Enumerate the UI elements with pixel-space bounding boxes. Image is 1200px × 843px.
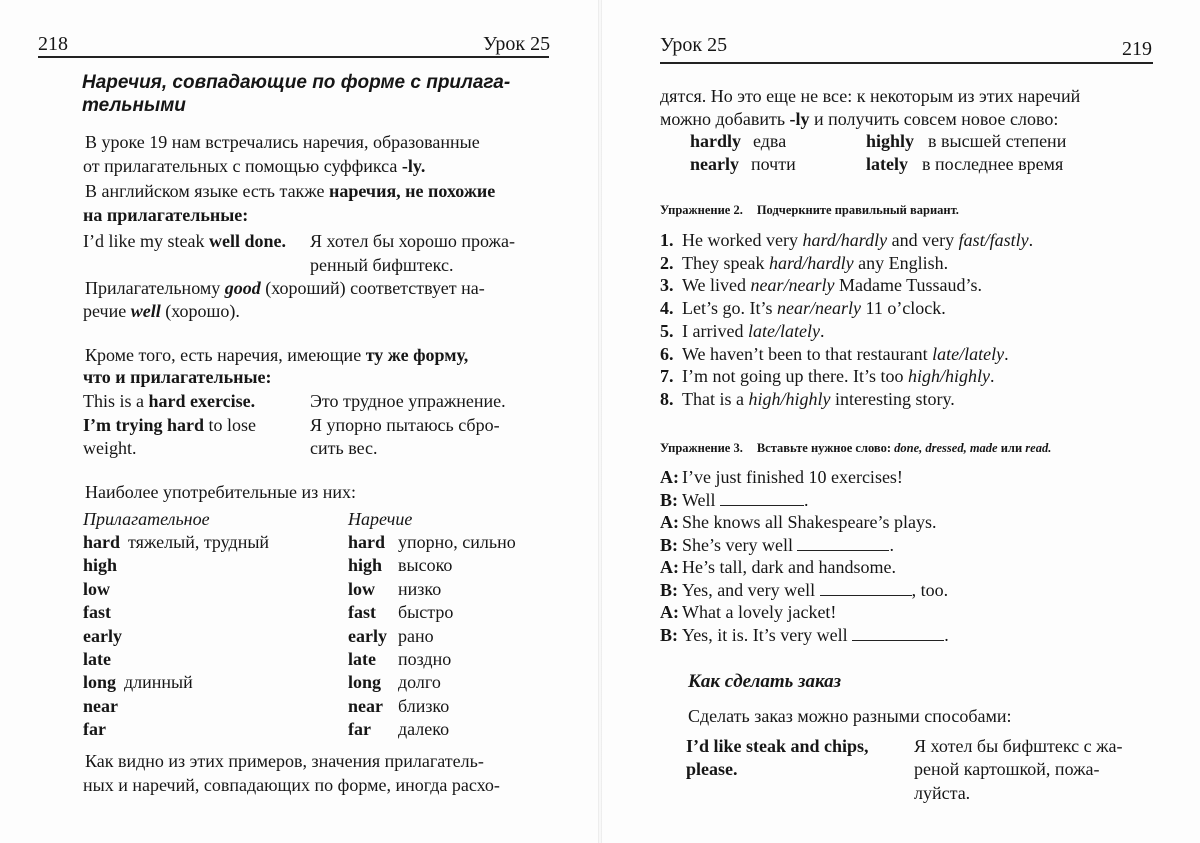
dialogue-text: Yes, and very well	[682, 579, 820, 600]
answer-blank	[820, 580, 912, 596]
adjective-row	[83, 531, 269, 554]
dialogue-text: I’ve just finished 10 exercises!	[682, 467, 903, 487]
dialogue-line	[660, 624, 949, 647]
exercise-2-item	[660, 229, 1033, 252]
exercise-2-item	[660, 252, 948, 275]
paragraph-1-line-2: от прилагательных с помощью суффикса -ly.	[83, 156, 426, 176]
adverb-gloss: высоко	[398, 555, 453, 576]
example-3-english-line-2: weight.	[83, 438, 137, 458]
section-title-line-2: тельными	[82, 95, 186, 116]
dialogue-text: She knows all Shakespeare’s plays.	[682, 512, 937, 532]
item-number: 7.	[660, 366, 674, 387]
item-number: 2.	[660, 252, 674, 273]
order-russian-line-3: луйста.	[914, 783, 971, 803]
exercise-2-heading: Упражнение 2. Подчеркните правильный вариант.	[660, 203, 959, 217]
adverb-word: early	[348, 625, 387, 646]
dialogue-text: .	[889, 534, 894, 555]
dialogue-text: She’s very well	[682, 534, 798, 555]
paragraph-4-line-2: что и прилагательные:	[83, 367, 272, 387]
paragraph-4-line-1: Кроме того, есть наречия, имеющие ту же форму,	[85, 345, 469, 365]
order-russian-line-1: Я хотел бы бифштекс с жа-	[914, 736, 1123, 756]
answer-blank	[797, 535, 889, 551]
item-choice: hard/hardly	[802, 230, 888, 250]
example-3-english-line-1: I’m trying hard to lose	[83, 415, 256, 435]
dialogue-text: , too.	[911, 579, 949, 600]
adjective-word: high	[83, 555, 118, 576]
adjective-row	[83, 578, 110, 601]
adjective-word: near	[83, 695, 118, 716]
paragraph-5: Наиболее употребительные из них:	[85, 482, 357, 502]
speaker: A:	[660, 467, 679, 487]
adverb-row	[348, 695, 449, 718]
adverb-row	[348, 554, 452, 577]
speaker: B:	[660, 489, 678, 510]
example-2-english: This is a hard exercise.	[83, 391, 256, 411]
speaker: A:	[660, 512, 679, 532]
item-text: Let’s go. It’s	[682, 298, 777, 319]
item-choice: near/nearly	[750, 275, 835, 296]
paragraph-6-line-1: Как видно из этих примеров, значения прилагатель-	[85, 751, 484, 771]
adverb-row	[348, 601, 453, 624]
adjective-gloss: длинный	[124, 672, 193, 693]
adverb-row	[348, 648, 451, 671]
item-number: 8.	[660, 388, 674, 409]
order-section-title: Как сделать заказ	[688, 671, 842, 692]
paragraph-3-line-1: Прилагательному good (хороший) соответствует на-	[85, 278, 485, 298]
item-text: We lived	[682, 275, 751, 296]
column-head-adverb: Наречие	[348, 509, 413, 529]
section-title-line-1: Наречия, совпадающие по форме с прилага-	[82, 72, 511, 93]
adverb-row	[348, 718, 449, 741]
adjective-row	[83, 718, 106, 741]
exercise-2-item	[660, 320, 824, 343]
speaker: A:	[660, 602, 679, 622]
paragraph-2-line-1: В английском языке есть также наречия, не похожие	[85, 181, 496, 201]
adverb-gloss: долго	[398, 672, 441, 693]
running-head: Урок 25	[483, 33, 551, 55]
speaker: B:	[660, 579, 678, 600]
adverb-row	[348, 625, 434, 648]
header-rule	[660, 62, 1153, 64]
order-intro: Сделать заказ можно разными способами:	[688, 706, 1012, 726]
exercise-2-item	[660, 297, 946, 320]
adjective-word: hard	[83, 532, 121, 552]
page-number: 218	[38, 33, 68, 55]
adverb-word: late	[348, 649, 376, 669]
item-text: They speak	[682, 252, 769, 273]
adverb-gloss: поздно	[398, 649, 452, 669]
paragraph-3-line-2: речие well (хорошо).	[83, 301, 240, 321]
item-text: He worked very	[682, 230, 803, 250]
item-choice: late/lately	[747, 320, 820, 341]
adjective-word: late	[83, 649, 111, 669]
adjective-word: early	[83, 625, 122, 646]
exercise-2-item	[660, 388, 955, 411]
exercise-2-item	[660, 343, 1009, 366]
exercise-2-item	[660, 274, 982, 297]
adjective-row	[83, 648, 111, 671]
running-head: Урок 25	[660, 34, 728, 56]
item-text: I arrived	[682, 320, 748, 341]
adverb-gloss: близко	[398, 695, 450, 716]
item-text: .	[989, 366, 995, 387]
dialogue-line	[660, 466, 903, 489]
item-number: 6.	[660, 343, 674, 364]
ly-word-nearly: nearly почти	[690, 154, 796, 174]
continuation-line-2: можно добавить -ly и получить совсем новое слово:	[660, 109, 1059, 129]
adverb-word: far	[348, 719, 371, 740]
speaker: B:	[660, 624, 678, 645]
adjective-row	[83, 671, 193, 694]
order-english-line-1: I’d like steak and chips,	[686, 736, 869, 756]
dialogue-line	[660, 511, 936, 534]
adjective-gloss: тяжелый, трудный	[128, 532, 270, 552]
speaker: B:	[660, 534, 678, 555]
item-text: and very	[887, 230, 959, 250]
continuation-line-1: дятся. Но это еще не все: к некоторым из этих наречий	[660, 86, 1081, 106]
item-text: I’m not going up there. It’s too	[682, 366, 908, 387]
dialogue-text: He’s tall, dark and handsome.	[682, 557, 896, 577]
item-number: 3.	[660, 275, 674, 296]
adverb-gloss: низко	[398, 578, 442, 599]
example-1-english: I’d like my steak well done.	[83, 231, 286, 251]
paragraph-1-line-1: В уроке 19 нам встречались наречия, образованные	[85, 132, 480, 152]
item-number: 5.	[660, 320, 674, 341]
column-head-adjective: Прилагательное	[83, 509, 210, 529]
dialogue-text: .	[804, 489, 809, 510]
dialogue-line	[660, 534, 894, 557]
dialogue-text: What a lovely jacket!	[682, 602, 837, 622]
adverb-gloss: упорно, сильно	[398, 532, 516, 552]
adverb-word: low	[348, 578, 375, 599]
example-2-russian: Это трудное упражнение.	[310, 391, 506, 411]
adjective-row	[83, 601, 111, 624]
item-choice: hard/hardly	[768, 252, 854, 273]
item-text: We haven’t been to that restaurant	[682, 343, 933, 364]
adverb-gloss: далеко	[398, 719, 450, 740]
adjective-word: fast	[83, 602, 111, 623]
ly-word-lately: lately в последнее время	[866, 154, 1064, 174]
dialogue-line	[660, 579, 948, 602]
adverb-word: high	[348, 555, 383, 576]
item-choice: fast/fastly	[958, 230, 1029, 250]
adverb-word: fast	[348, 602, 376, 623]
page-number: 219	[1122, 38, 1152, 60]
dialogue-text: Well	[682, 489, 721, 510]
right-page	[600, 0, 1200, 843]
speaker: A:	[660, 557, 679, 577]
answer-blank	[852, 625, 944, 641]
adverb-gloss: быстро	[398, 602, 454, 623]
answer-blank	[720, 490, 804, 506]
order-english-line-2: please.	[686, 759, 738, 779]
adverb-row	[348, 578, 441, 601]
item-choice: late/lately	[932, 343, 1005, 364]
dialogue-line	[660, 601, 836, 624]
dialogue-text: Yes, it is. It’s very well	[682, 624, 853, 645]
paragraph-2-line-2: на прилагательные:	[83, 205, 249, 225]
adverb-gloss: рано	[398, 625, 434, 646]
adjective-word: low	[83, 578, 110, 599]
item-text: Madame Tussaud’s.	[834, 275, 983, 296]
example-1-russian-line-2: ренный бифштекс.	[310, 255, 454, 275]
exercise-2-item	[660, 365, 994, 388]
paragraph-6-line-2: ных и наречий, совпадающих по форме, иногда расхо-	[83, 775, 500, 795]
item-text: .	[1028, 230, 1034, 250]
item-text: interesting story.	[830, 388, 955, 409]
adjective-row	[83, 625, 122, 648]
item-text: That is a	[682, 388, 749, 409]
item-text: .	[1004, 343, 1009, 364]
adverb-word: long	[348, 672, 382, 693]
item-number: 4.	[660, 298, 674, 319]
example-3-russian-line-2: сить вес.	[310, 438, 378, 458]
adverb-row	[348, 531, 516, 554]
item-number: 1.	[660, 230, 674, 250]
adverb-word: near	[348, 695, 383, 716]
adjective-row	[83, 554, 117, 577]
ly-word-highly: highly в высшей степени	[866, 131, 1067, 151]
adverb-row	[348, 671, 441, 694]
item-choice: high/highly	[907, 366, 990, 387]
exercise-3-heading: Упражнение 3. Вставьте нужное слово: done, dressed, made или read.	[660, 441, 1052, 455]
adjective-word: long	[83, 672, 117, 693]
ly-word-hardly: hardly едва	[690, 131, 787, 151]
adjective-word: far	[83, 719, 106, 740]
item-choice: near/nearly	[777, 298, 861, 319]
item-text: 11 o’clock.	[860, 298, 946, 319]
item-text: any English.	[853, 252, 949, 273]
dialogue-line	[660, 556, 896, 579]
example-3-russian-line-1: Я упорно пытаюсь сбро-	[310, 415, 500, 435]
dialogue-text: .	[944, 624, 949, 645]
dialogue-line	[660, 489, 809, 512]
header-rule	[38, 56, 549, 58]
order-russian-line-2: реной картошкой, пожа-	[914, 759, 1100, 779]
item-text: .	[819, 320, 825, 341]
item-choice: high/highly	[748, 388, 831, 409]
adverb-word: hard	[348, 532, 386, 552]
example-1-russian-line-1: Я хотел бы хорошо прожа-	[310, 231, 515, 251]
adjective-row	[83, 695, 118, 718]
